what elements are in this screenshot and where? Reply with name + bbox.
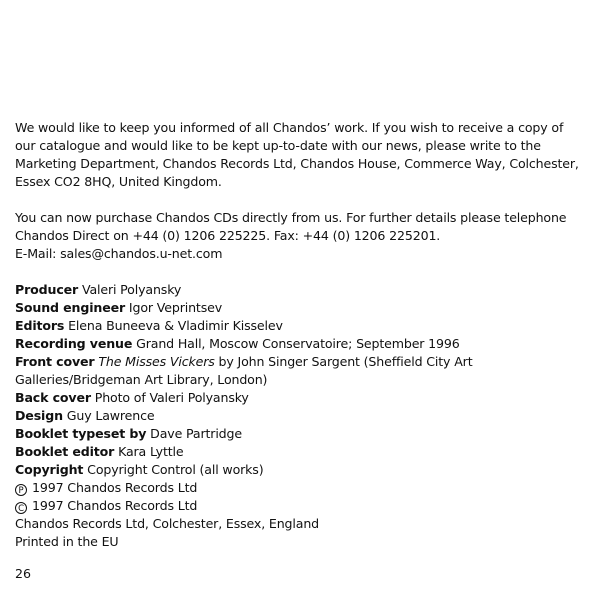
printed-location: Printed in the EU bbox=[15, 534, 119, 549]
contact-paragraph bbox=[15, 209, 587, 263]
credit-value: Elena Buneeva & Vladimir Kisselev bbox=[68, 318, 283, 333]
credit-value: Kara Lyttle bbox=[118, 444, 184, 459]
credit-value: Valeri Polyansky bbox=[81, 282, 182, 297]
credit-recording-venue bbox=[15, 335, 587, 353]
notice-text: 1997 Chandos Records Ltd bbox=[32, 498, 198, 513]
purchase-text: You can now purchase Chandos CDs directly from us. For further details please telephone Chandos Direct on +44 (0) 1206 225225. Fax: +44 (0) 1206 225201. bbox=[15, 210, 567, 243]
credit-value: by John Singer Sargent (Sheffield City Art Galleries/Bridgeman Art Library, London) bbox=[15, 354, 473, 387]
credit-label: Recording venue bbox=[15, 336, 133, 351]
copyright-notice bbox=[15, 497, 587, 515]
credit-editors bbox=[15, 317, 587, 335]
credit-value: Guy Lawrence bbox=[66, 408, 155, 423]
credit-label: Back cover bbox=[15, 390, 91, 405]
credit-sound-engineer bbox=[15, 299, 587, 317]
credit-label: Copyright bbox=[15, 462, 84, 477]
credit-value: Grand Hall, Moscow Conservatoire; September 1996 bbox=[136, 336, 460, 351]
credit-label: Sound engineer bbox=[15, 300, 126, 315]
credit-producer bbox=[15, 281, 587, 299]
credit-label: Booklet typeset by bbox=[15, 426, 147, 441]
catalogue-paragraph: We would like to keep you informed of all Chandos’ work. If you wish to receive a copy of our catalogue and would like to be kept up-to-date with our news, please write to the Marketing Department, Chandos Records Ltd, Chandos House, Commerce Way, Colchester, Essex CO2 8HQ, United Kingdom. bbox=[15, 120, 579, 189]
credit-booklet-typeset bbox=[15, 425, 587, 443]
email-text: E-Mail: sales@chandos.u-net.com bbox=[15, 246, 223, 261]
credit-value: Dave Partridge bbox=[150, 426, 242, 441]
company-address: Chandos Records Ltd, Colchester, Essex, England bbox=[15, 516, 319, 531]
credit-design bbox=[15, 407, 587, 425]
credits-list bbox=[15, 281, 587, 551]
booklet-page bbox=[15, 119, 587, 551]
credit-front-cover bbox=[15, 353, 587, 389]
notice-text: 1997 Chandos Records Ltd bbox=[32, 480, 198, 495]
credit-label: Editors bbox=[15, 318, 65, 333]
page-number: 26 bbox=[15, 566, 32, 581]
copyright-symbol-icon: C bbox=[15, 502, 27, 514]
phonogram-notice bbox=[15, 479, 587, 497]
credit-value: Photo of Valeri Polyansky bbox=[94, 390, 249, 405]
credit-label: Front cover bbox=[15, 354, 95, 369]
credit-value: Copyright Control (all works) bbox=[87, 462, 264, 477]
credit-label: Design bbox=[15, 408, 63, 423]
credit-back-cover bbox=[15, 389, 587, 407]
credit-booklet-editor bbox=[15, 443, 587, 461]
credit-value: Igor Veprintsev bbox=[128, 300, 223, 315]
artwork-title: The Misses Vickers bbox=[98, 354, 215, 369]
credit-label: Booklet editor bbox=[15, 444, 115, 459]
phonogram-symbol-icon: P bbox=[15, 484, 27, 496]
credit-label: Producer bbox=[15, 282, 79, 297]
credit-copyright bbox=[15, 461, 587, 479]
